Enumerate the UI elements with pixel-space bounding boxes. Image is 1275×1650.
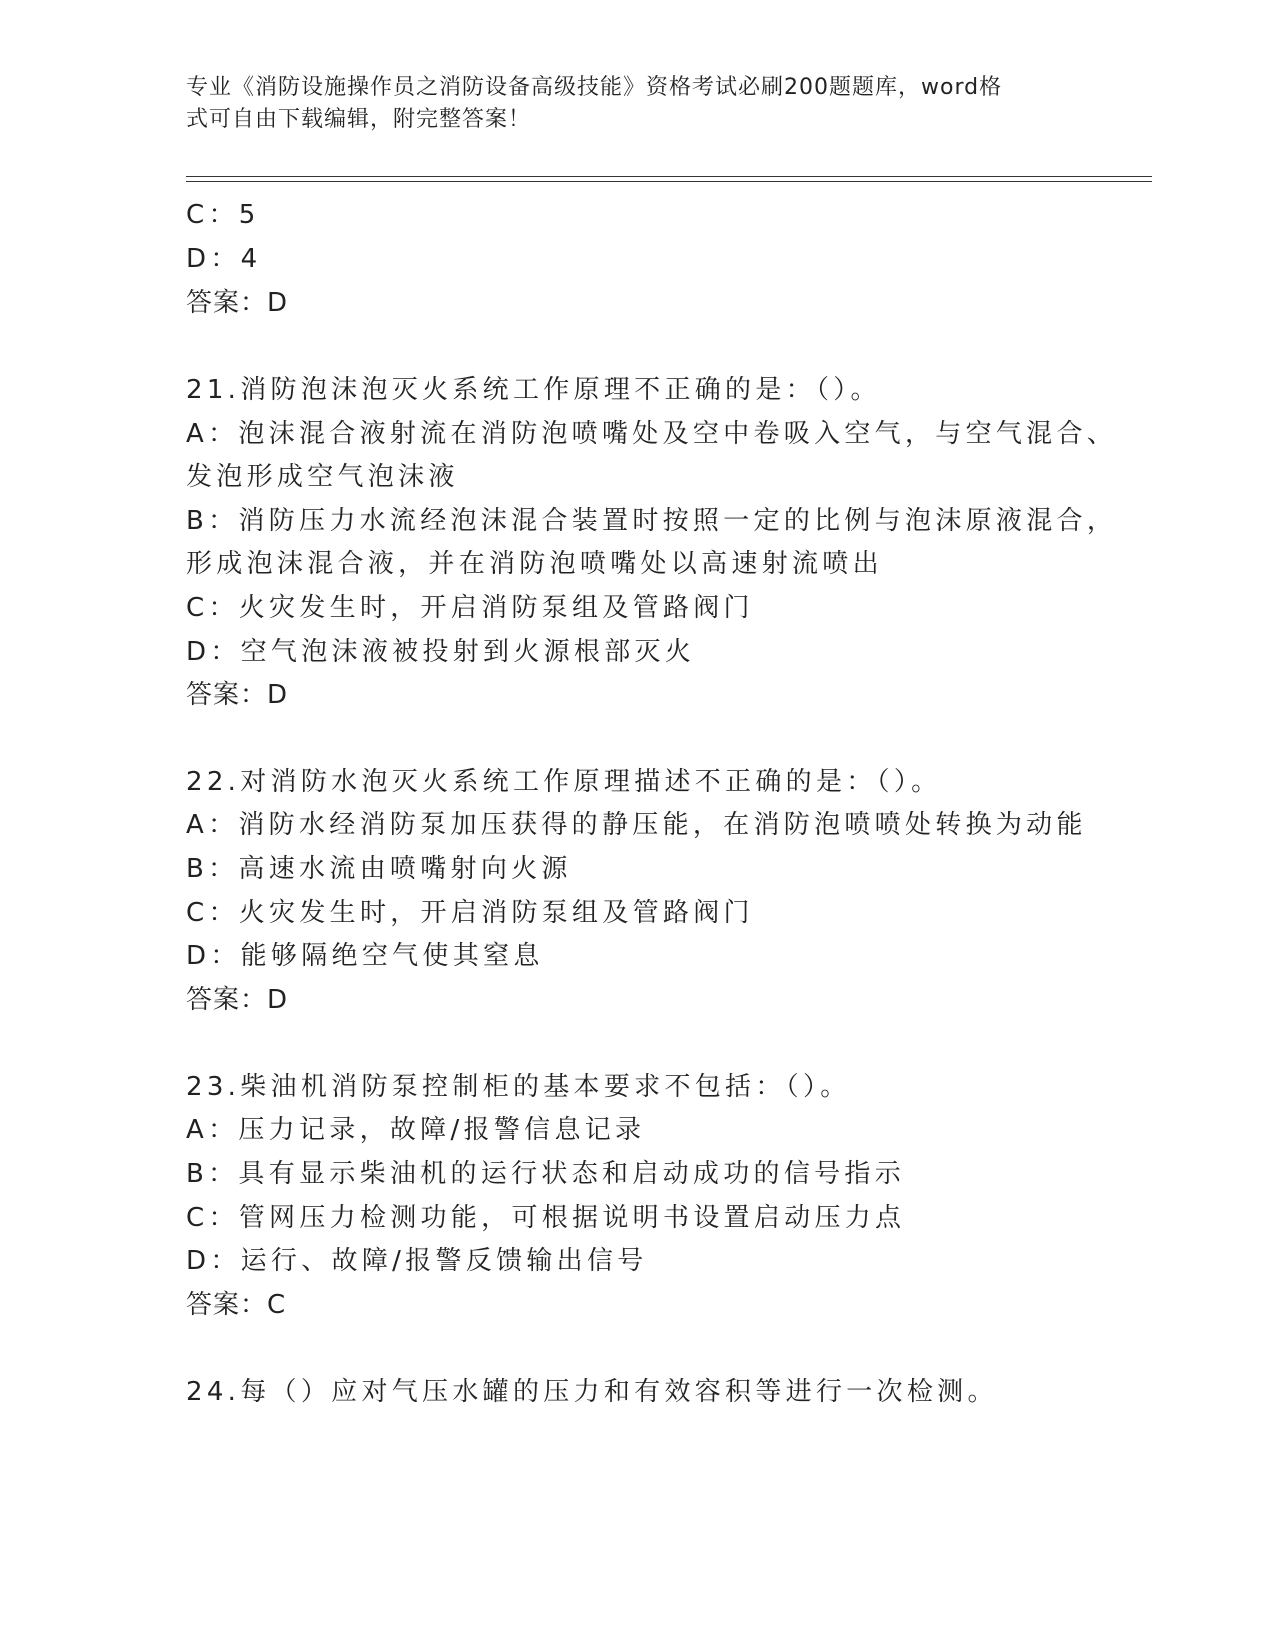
prev-option-d: D：4	[186, 244, 262, 274]
question-23-answer: 答案：C	[186, 1290, 287, 1320]
header-rule-top	[186, 176, 1152, 177]
question-21-answer: 答案：D	[186, 680, 289, 710]
question-22-stem: 22.对消防水泡灭火系统工作原理描述不正确的是：（）。	[186, 767, 942, 797]
question-23-option-c: C：管网压力检测功能，可根据说明书设置启动压力点	[186, 1203, 906, 1233]
question-21-option-d: D：空气泡沫液被投射到火源根部灭火	[186, 637, 696, 667]
question-21-option-c: C：火灾发生时，开启消防泵组及管路阀门	[186, 593, 754, 623]
question-21-option-b-line1: B：消防压力水流经泡沫混合装置时按照一定的比例与泡沫原液混合，	[186, 506, 1118, 536]
question-22-option-b: B：高速水流由喷嘴射向火源	[186, 854, 572, 884]
question-21-option-b-line2: 形成泡沫混合液，并在消防泡喷嘴处以高速射流喷出	[186, 549, 883, 579]
question-23-option-d: D：运行、故障/报警反馈输出信号	[186, 1246, 648, 1276]
question-22-option-d: D：能够隔绝空气使其窒息	[186, 941, 544, 971]
question-21-option-a-line2: 发泡形成空气泡沫液	[186, 462, 459, 492]
question-22-option-a: A：消防水经消防泵加压获得的静压能，在消防泡喷喷处转换为动能	[186, 810, 1087, 840]
question-23-option-a: A：压力记录，故障/报警信息记录	[186, 1115, 646, 1145]
question-22-answer: 答案：D	[186, 985, 289, 1015]
question-22-option-c: C：火灾发生时，开启消防泵组及管路阀门	[186, 898, 754, 928]
header-rule-bottom	[186, 181, 1152, 182]
header-line-2: 式可自由下载编辑，附完整答案！	[186, 107, 532, 132]
question-23-stem: 23.柴油机消防泵控制柜的基本要求不包括：（）。	[186, 1072, 851, 1102]
prev-option-c: C：5	[186, 200, 260, 230]
prev-answer: 答案：D	[186, 288, 289, 318]
page-header	[186, 72, 1066, 136]
question-21-option-a-line1: A：泡沫混合液射流在消防泡喷嘴处及空中卷吸入空气，与空气混合、	[186, 419, 1118, 449]
question-23-option-b: B：具有显示柴油机的运行状态和启动成功的信号指示	[186, 1159, 906, 1189]
header-line-1: 专业《消防设施操作员之消防设备高级技能》资格考试必刷200题题库，word格	[186, 75, 1003, 100]
question-21-stem: 21.消防泡沫泡灭火系统工作原理不正确的是：（）。	[186, 375, 881, 405]
question-24-stem: 24.每（）应对气压水罐的压力和有效容积等进行一次检测。	[186, 1377, 998, 1407]
